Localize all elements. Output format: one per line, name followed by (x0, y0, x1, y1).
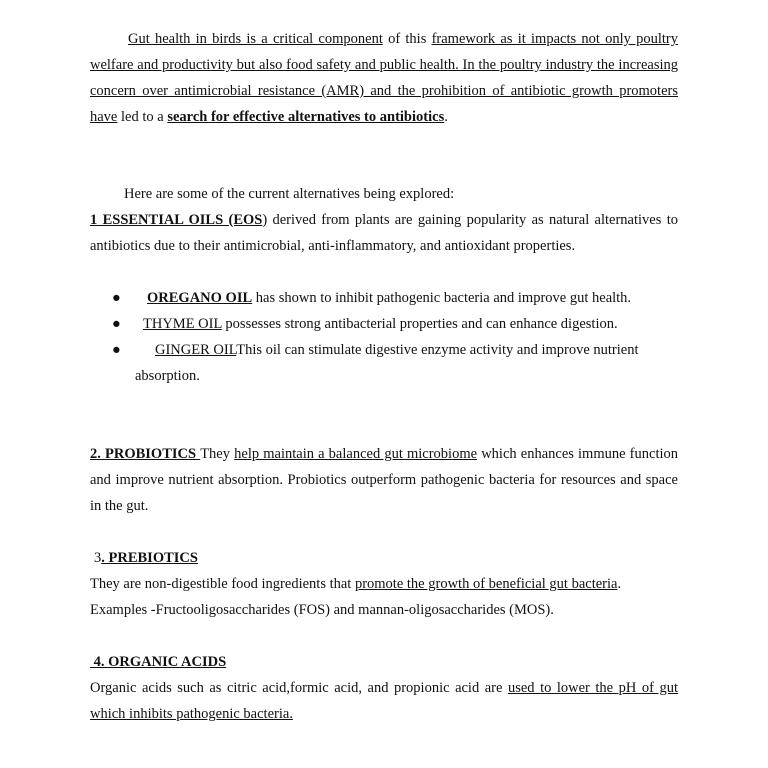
prebiotics-text-2: . (617, 576, 622, 592)
oregano-oil-text: has shown to inhibit pathogenic bacteria and improve gut health. (252, 290, 632, 306)
prebiotics-examples: Examples -Fructooligosaccharides (FOS) and mannan-oligosaccharides (MOS). (90, 602, 554, 618)
bullet-oregano (90, 285, 678, 311)
organic-acids-paragraph (90, 675, 678, 727)
organic-acids-underlined: used to lower the pH of gut which inhibits pathogenic bacteria. (90, 680, 679, 722)
probiotics-paragraph (90, 441, 678, 519)
intro-text-2: led to a (117, 109, 168, 125)
ginger-oil-label: GINGER OIL (155, 342, 237, 358)
intro-text-3: . (444, 109, 448, 125)
essential-oils-heading: 1 ESSENTIAL OILS (EOS (90, 212, 263, 228)
prebiotics-heading-line (94, 545, 682, 571)
thyme-oil-text: possesses strong antibacterial properties and can enhance digestion. (221, 316, 618, 332)
bullet-dot: ● (112, 316, 121, 332)
essential-oils-text: ) derived from plants are gaining popularity as natural alternatives to antibiotics due to their antimicrobial, anti-inflammatory, and antioxidant properties. (90, 212, 678, 254)
intro-bold-underlined: search for effective alternatives to antibiotics (167, 109, 445, 125)
bullet-dot: ● (112, 290, 121, 306)
probiotics-text-1: They (200, 446, 235, 462)
intro-underlined-1: Gut health in birds is a critical component (128, 31, 383, 47)
organic-acids-heading: 4. ORGANIC ACIDS (90, 654, 227, 670)
bullet-dot: ● (112, 342, 121, 358)
ginger-oil-text-continued: absorption. (135, 368, 200, 384)
intro-underlined-2: framework as it impacts not only poultry welfare and productivity but also food safety and public health. In the poultry industry the increasing concern over antimicrobial resistance (AMR) and the prohibition of antibiotic growth promoters have (90, 31, 678, 125)
probiotics-underlined: help maintain a balanced gut microbiome (234, 446, 478, 462)
prebiotics-number: 3 (94, 550, 102, 566)
thyme-oil-label: THYME OIL (143, 316, 222, 332)
probiotics-heading: 2. PROBIOTICS (90, 446, 201, 462)
organic-acids-text: Organic acids such as citric acid,formic acid, and propionic acid are (90, 680, 508, 696)
prebiotics-heading: . PREBIOTICS (101, 550, 198, 566)
essential-oils-paragraph (90, 207, 678, 259)
intro-text-1: of this (382, 31, 432, 47)
ginger-oil-text: This oil can stimulate digestive enzyme activity and improve nutrient (236, 342, 639, 358)
oregano-oil-label: OREGANO OIL (147, 290, 253, 306)
prebiotics-text-1: They are non-digestible food ingredients that (90, 576, 355, 592)
probiotics-text-2: which enhances immune function and improve nutrient absorption. Probiotics outperform pathogenic bacteria for resources and space in the gut. (90, 446, 679, 514)
intro-paragraph (90, 26, 678, 130)
alternatives-intro: Here are some of the current alternatives being explored: (124, 186, 455, 202)
bullet-ginger (90, 337, 678, 389)
prebiotics-underlined: promote the growth of beneficial gut bacteria (354, 576, 618, 592)
bullet-thyme (90, 311, 678, 337)
prebiotics-paragraph (90, 571, 678, 623)
organic-acids-heading-line (90, 649, 678, 675)
